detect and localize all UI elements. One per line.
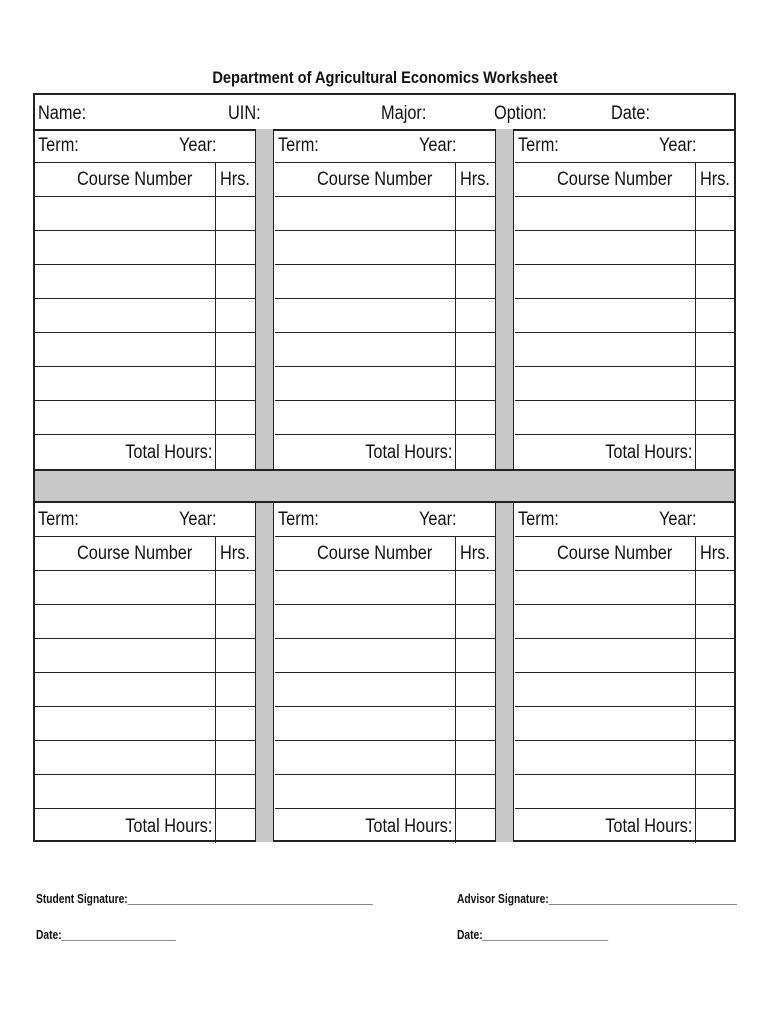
course-row[interactable]: [275, 741, 495, 775]
course-row[interactable]: [515, 197, 734, 231]
course-row[interactable]: [35, 401, 255, 435]
total-hours-row: [35, 809, 255, 843]
hrs-header: Hrs.: [460, 543, 490, 564]
course-row[interactable]: [35, 367, 255, 401]
term-label: Term:: [38, 509, 79, 530]
course-number-header: Course Number: [557, 169, 673, 190]
course-number-header: Course Number: [317, 543, 433, 564]
column-divider: [255, 129, 274, 469]
course-row[interactable]: [275, 231, 495, 265]
course-row[interactable]: [35, 197, 255, 231]
year-label: Year:: [179, 509, 217, 530]
course-row[interactable]: [275, 401, 495, 435]
year-label: Year:: [659, 509, 697, 530]
course-row[interactable]: [35, 299, 255, 333]
year-label: Year:: [419, 135, 457, 156]
student-date-line[interactable]: Date:____________________: [36, 928, 176, 942]
term-row: [275, 503, 495, 537]
student-info-row: [35, 95, 734, 131]
worksheet-table: [33, 93, 736, 842]
year-label: Year:: [179, 135, 217, 156]
course-row[interactable]: [275, 707, 495, 741]
column-header-row: [275, 163, 495, 197]
term-label: Term:: [278, 135, 319, 156]
course-number-header: Course Number: [77, 543, 193, 564]
course-row[interactable]: [515, 367, 734, 401]
student-signature-line[interactable]: Student Signature:___________________________________________: [36, 892, 373, 906]
course-row[interactable]: [515, 333, 734, 367]
course-row[interactable]: [35, 741, 255, 775]
course-row[interactable]: [515, 605, 734, 639]
term-label: Term:: [38, 135, 79, 156]
section-divider: [35, 469, 734, 503]
term-row: [35, 503, 255, 537]
advisor-signature-line[interactable]: Advisor Signature:_________________________________: [457, 892, 737, 906]
course-row[interactable]: [515, 639, 734, 673]
total-hours-label: Total Hours:: [364, 442, 452, 463]
worksheet-title: Department of Agricultural Economics Worksheet: [212, 68, 558, 87]
total-hours-row: [515, 809, 734, 843]
term-row: [515, 129, 734, 163]
hrs-header: Hrs.: [700, 169, 730, 190]
column-divider: [495, 503, 514, 842]
column-divider: [255, 503, 274, 842]
column-header-row: [35, 163, 255, 197]
course-row[interactable]: [275, 265, 495, 299]
course-row[interactable]: [275, 299, 495, 333]
term-row: [515, 503, 734, 537]
column-header-row: [35, 537, 255, 571]
year-label: Year:: [659, 135, 697, 156]
hrs-header: Hrs.: [700, 543, 730, 564]
course-row[interactable]: [35, 707, 255, 741]
course-row[interactable]: [275, 639, 495, 673]
course-row[interactable]: [515, 231, 734, 265]
semester-block: [35, 129, 255, 469]
course-row[interactable]: [515, 707, 734, 741]
course-row[interactable]: [35, 231, 255, 265]
course-row[interactable]: [35, 605, 255, 639]
course-row[interactable]: [35, 571, 255, 605]
major-label: Major:: [381, 103, 427, 124]
course-row[interactable]: [515, 571, 734, 605]
course-row[interactable]: [35, 333, 255, 367]
course-row[interactable]: [275, 197, 495, 231]
hrs-header: Hrs.: [460, 169, 490, 190]
course-row[interactable]: [35, 639, 255, 673]
year-label: Year:: [419, 509, 457, 530]
course-number-header: Course Number: [557, 543, 673, 564]
course-row[interactable]: [35, 673, 255, 707]
semester-block: [275, 129, 495, 469]
semester-block: [35, 503, 255, 843]
course-row[interactable]: [515, 401, 734, 435]
uin-label: UIN:: [228, 103, 261, 124]
total-hours-row: [275, 809, 495, 843]
column-header-row: [515, 163, 734, 197]
total-hours-row: [275, 435, 495, 469]
advisor-date-line[interactable]: Date:______________________: [457, 928, 609, 942]
term-label: Term:: [518, 509, 559, 530]
course-row[interactable]: [35, 775, 255, 809]
term-row: [35, 129, 255, 163]
course-row[interactable]: [275, 571, 495, 605]
total-hours-row: [515, 435, 734, 469]
hrs-header: Hrs.: [220, 169, 250, 190]
course-row[interactable]: [515, 673, 734, 707]
course-row[interactable]: [275, 333, 495, 367]
total-hours-label: Total Hours:: [124, 816, 212, 837]
term-label: Term:: [278, 509, 319, 530]
total-hours-label: Total Hours:: [604, 442, 692, 463]
course-row[interactable]: [515, 265, 734, 299]
course-number-header: Course Number: [317, 169, 433, 190]
total-hours-label: Total Hours:: [124, 442, 212, 463]
total-hours-row: [35, 435, 255, 469]
term-label: Term:: [518, 135, 559, 156]
course-row[interactable]: [275, 605, 495, 639]
course-row[interactable]: [515, 741, 734, 775]
course-row[interactable]: [275, 367, 495, 401]
semester-block: [515, 503, 734, 843]
semester-block: [275, 503, 495, 843]
date-label: Date:: [611, 103, 651, 124]
course-row[interactable]: [275, 775, 495, 809]
course-number-header: Course Number: [77, 169, 193, 190]
option-label: Option:: [494, 103, 547, 124]
total-hours-label: Total Hours:: [604, 816, 692, 837]
course-row[interactable]: [515, 299, 734, 333]
name-label: Name:: [38, 103, 87, 124]
column-header-row: [515, 537, 734, 571]
column-divider: [495, 129, 514, 469]
course-row[interactable]: [515, 775, 734, 809]
column-header-row: [275, 537, 495, 571]
semester-block: [515, 129, 734, 469]
course-row[interactable]: [35, 265, 255, 299]
total-hours-label: Total Hours:: [364, 816, 452, 837]
course-row[interactable]: [275, 673, 495, 707]
term-row: [275, 129, 495, 163]
hrs-header: Hrs.: [220, 543, 250, 564]
